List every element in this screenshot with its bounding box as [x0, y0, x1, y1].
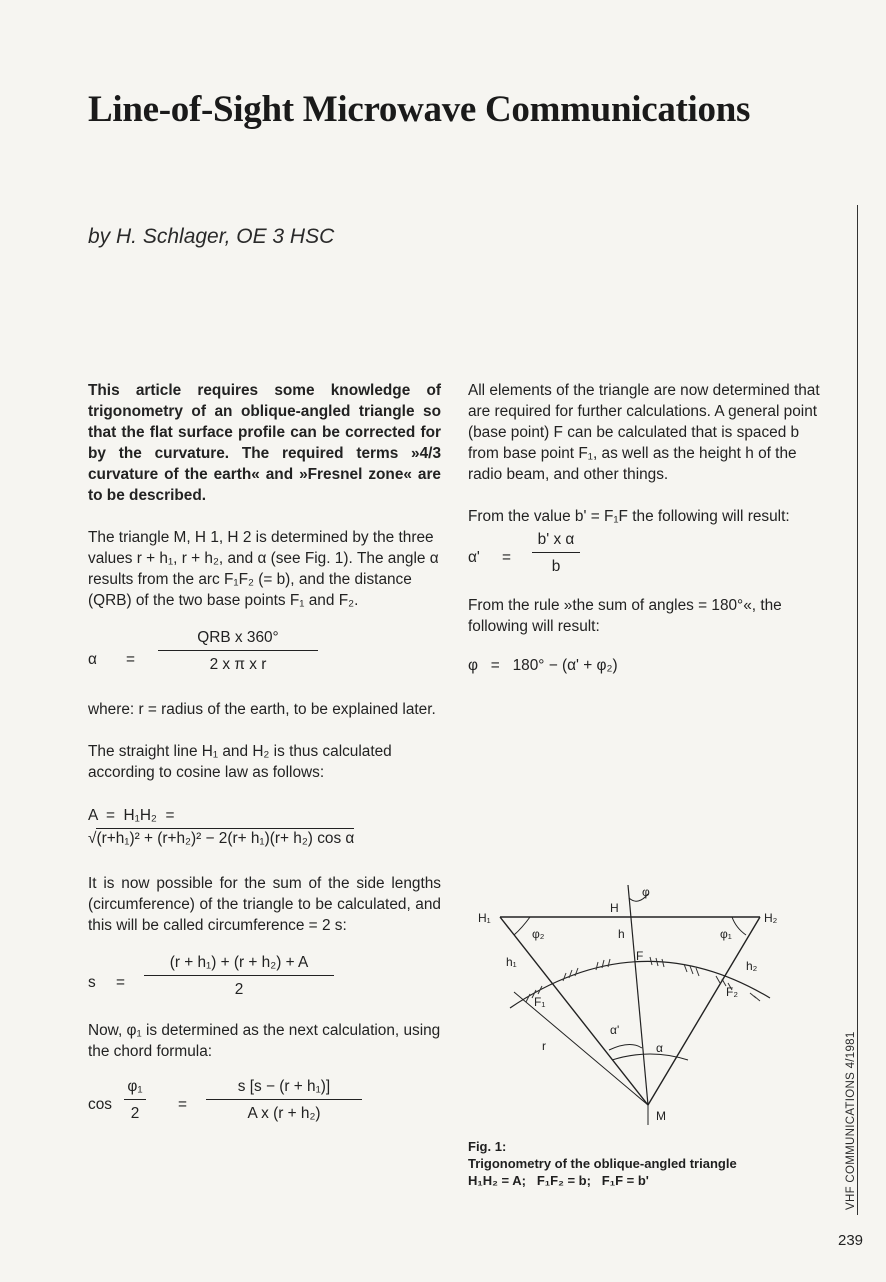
denominator: A x (r + h₂) — [247, 1105, 321, 1122]
right-column — [468, 380, 826, 676]
fraction — [158, 627, 318, 675]
label-F1: F₁ — [534, 995, 546, 1009]
label-phi1: φ₁ — [720, 927, 732, 941]
eq-sign: = — [116, 974, 125, 991]
numerator: φ₁ — [124, 1076, 146, 1100]
eq-lhs: α — [88, 651, 97, 668]
eq-sign: = — [178, 1096, 187, 1113]
label-r: r — [542, 1039, 546, 1053]
margin-rule — [857, 205, 858, 1215]
eq-lhs: α' — [468, 549, 480, 566]
radial-line-f — [628, 885, 648, 1105]
angle-alpha-prime-arc — [609, 1044, 642, 1050]
angle-phi2-arc — [514, 917, 530, 935]
numerator: b' x α — [532, 529, 580, 553]
label-alpha: α — [656, 1041, 663, 1055]
label-h2: H₂ — [764, 911, 778, 925]
angle-alpha-arc — [612, 1054, 688, 1060]
label-phi: φ — [642, 885, 650, 899]
label-H: H — [610, 901, 619, 915]
figure-1-triangle — [470, 880, 780, 1130]
equation-A: A = H₁H₂ = — [88, 807, 175, 824]
radicand: (r+h₁)² + (r+h₂)² − 2(r+ h₁)(r+ h₂) cos α — [96, 830, 355, 847]
side-h1-m — [500, 917, 648, 1105]
lead-paragraph: This article requires some knowledge of trigonometry of an oblique-angled triangle so that the flat surface profile can be corrected for by the curvature. The required terms »4/3 curvature of the earth« and »Fresnel zone« are to be described. — [88, 382, 441, 504]
paragraph-b-prime: From the value b' = F₁F the following will result: — [468, 508, 790, 525]
denominator: 2 x π x r — [209, 656, 267, 673]
eq-lhs: s — [88, 974, 96, 991]
angle-phi1-arc — [732, 917, 746, 935]
fraction — [206, 1076, 362, 1124]
paragraph-triangle: The triangle M, H 1, H 2 is determined by the three values r + h₁, r + h₂, and α (see Fig. 1). The angle α results from the arc F₁F₂ (= b), and the distance (QRB) of the two base points F₁ and F₂. — [88, 529, 439, 609]
caption-title: Trigonometry of the oblique-angled triangle — [468, 1156, 737, 1171]
paragraph-chord: Now, φ₁ is determined as the next calculation, using the chord formula: — [88, 1022, 441, 1060]
label-h: h — [618, 927, 625, 941]
sqrt-icon: √ — [88, 830, 97, 847]
figure-caption — [468, 1138, 828, 1189]
paragraph-cosine-law: The straight line H₁ and H₂ is thus calculated according to cosine law as follows: — [88, 743, 392, 781]
page-number: 239 — [838, 1232, 864, 1249]
label-F: F — [636, 949, 644, 963]
label-phi2: φ₂ — [532, 927, 545, 941]
eq-lhs: cos — [88, 1096, 112, 1113]
side-h2-m — [648, 917, 760, 1105]
numerator: QRB x 360° — [158, 627, 318, 651]
half-angle-fraction — [124, 1076, 146, 1124]
denominator: 2 — [130, 1105, 140, 1122]
denominator: 2 — [234, 981, 244, 998]
caption-label: Fig. 1: — [468, 1139, 507, 1154]
paragraph-elements: All elements of the triangle are now determined that are required for further calculations. A general point (base point) F can be calculated that is spaced b from base point F₁, as well as the height h of the radio beam, and other things. — [468, 382, 820, 483]
label-F2: F₂ — [726, 985, 738, 999]
caption-formula: H₁H₂ = A; F₁F₂ = b; F₁F = b' — [468, 1173, 649, 1188]
equation-cos — [88, 1074, 441, 1144]
journal-side-label: VHF COMMUNICATIONS 4/1981 — [845, 1031, 857, 1210]
equation-phi: φ = 180° − (α' + φ₂) — [468, 657, 618, 674]
equation-alpha-prime — [468, 527, 826, 589]
label-h2-height: h₂ — [746, 959, 758, 973]
numerator: (r + h₁) + (r + h₂) + A — [144, 952, 334, 976]
eq-sign: = — [126, 651, 135, 668]
article-title: Line-of-Sight Microwave Communications — [88, 89, 751, 130]
numerator: s [s − (r + h₁)] — [206, 1076, 362, 1100]
fraction — [144, 952, 334, 1000]
eq-sign: = — [502, 549, 511, 566]
left-column — [88, 380, 441, 1144]
equation-A-root — [88, 828, 441, 849]
paragraph-radius: where: r = radius of the earth, to be explained later. — [88, 701, 436, 718]
label-h1-height: h₁ — [506, 955, 517, 969]
equation-alpha — [88, 621, 441, 699]
equation-s — [88, 944, 441, 1020]
author-byline: by H. Schlager, OE 3 HSC — [88, 225, 335, 248]
label-h1: H₁ — [478, 911, 491, 925]
paragraph-angle-sum: From the rule »the sum of angles = 180°«, the following will result: — [468, 597, 782, 635]
denominator: b — [551, 558, 561, 575]
fraction — [532, 529, 580, 577]
label-alpha-prime: α' — [610, 1023, 620, 1037]
label-M: M — [656, 1109, 666, 1123]
paragraph-circumference: It is now possible for the sum of the side lengths (circumference) of the triangle to be calculated, and this will be called circumference = 2 s: — [88, 875, 441, 934]
